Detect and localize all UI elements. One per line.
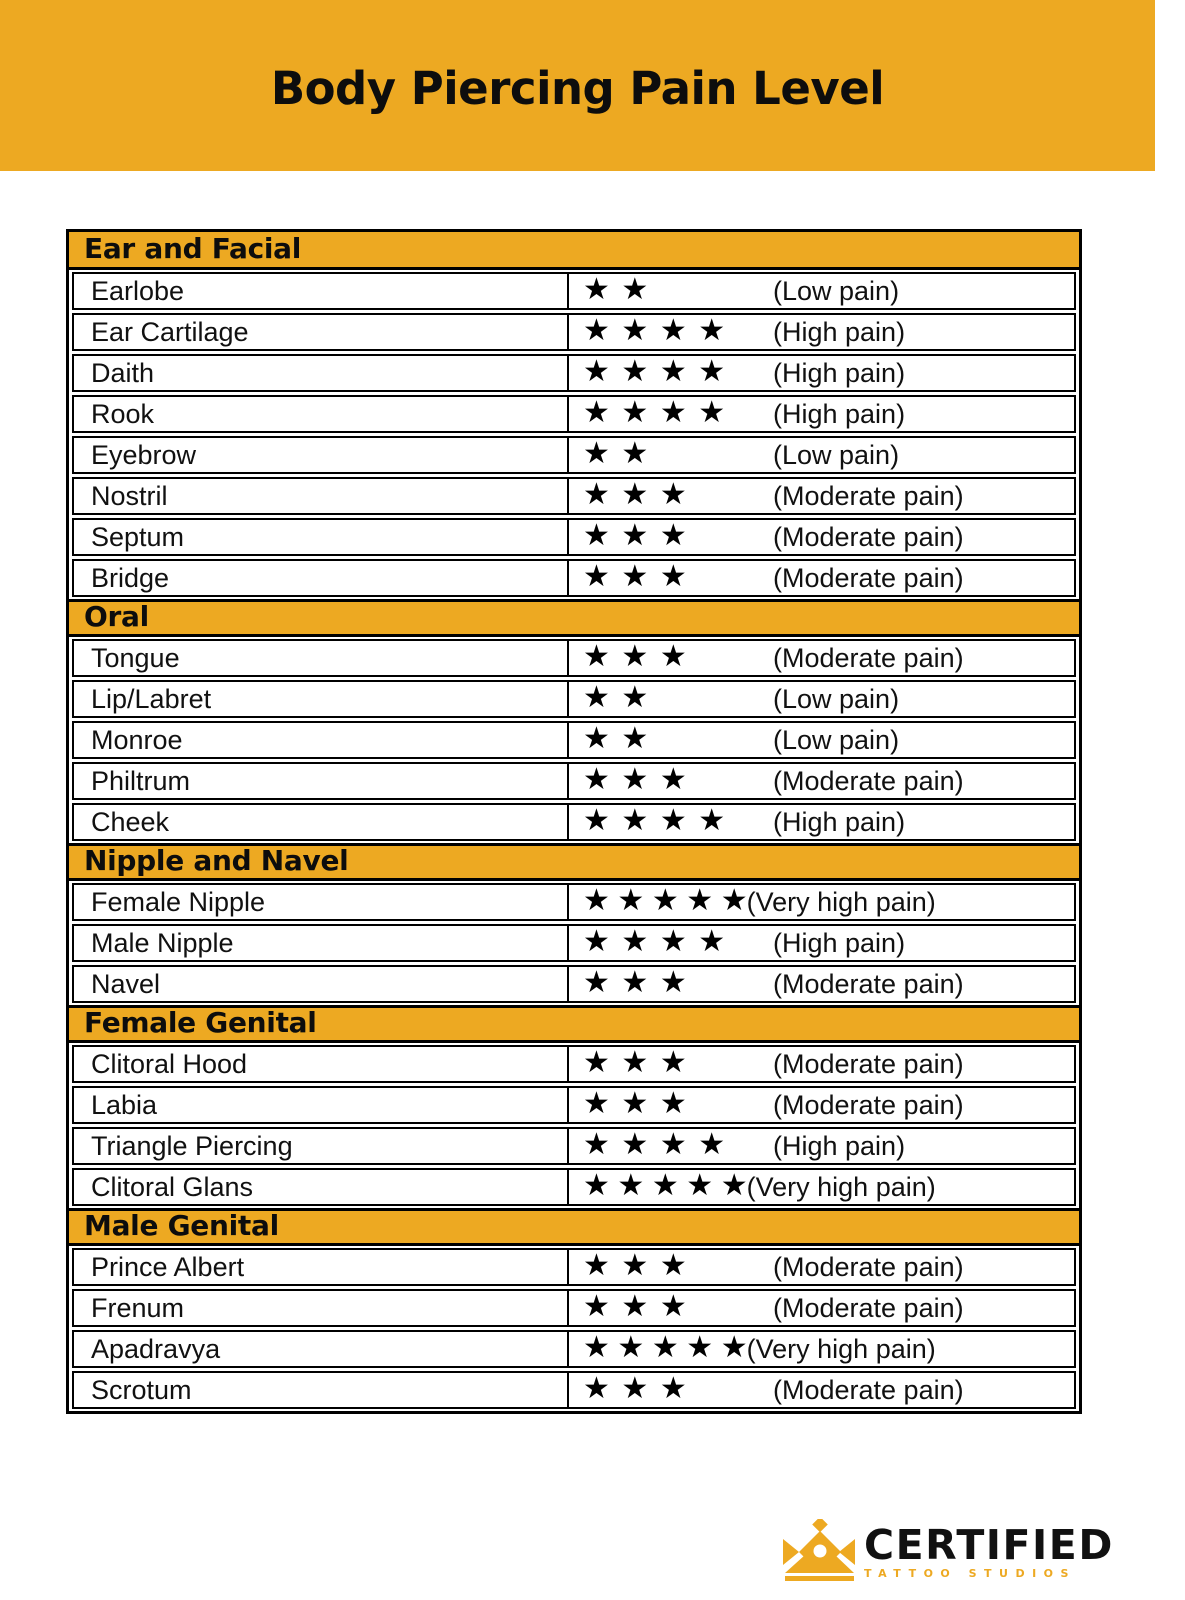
piercing-name-cell [72,721,569,759]
pain-level-label: (Moderate pain) [773,1292,964,1323]
piercing-name-cell [72,762,569,800]
star-rating-icon: ★ ★ ★ ★ [583,1127,727,1162]
pain-level-label: (Moderate pain) [773,1089,964,1120]
table-row [69,270,1079,312]
section-header-label: Oral [84,600,149,633]
pain-level-label: (High pain) [773,806,906,837]
piercing-name-cell [72,477,569,515]
piercing-name-label: Lip/Labret [91,683,212,714]
piercing-name-cell [72,1045,569,1083]
piercing-name-cell [72,1127,569,1165]
table-row [69,557,1079,599]
pain-rating-cell [569,1248,1076,1286]
piercing-name-cell [72,883,569,921]
pain-rating-cell [569,395,1076,433]
star-rating-icon: ★ ★ [583,436,650,471]
table-row [69,1125,1079,1167]
table-row [69,678,1079,720]
table-row [69,881,1079,923]
pain-level-label: (Moderate pain) [773,480,964,511]
pain-level-label: (High pain) [773,316,906,347]
piercing-name-label: Male Nipple [91,927,234,958]
piercing-name-cell [72,518,569,556]
pain-rating-cell [569,965,1076,1003]
piercing-name-cell [72,803,569,841]
piercing-name-cell [72,1371,569,1409]
piercing-name-cell [72,680,569,718]
piercing-name-label: Clitoral Hood [91,1048,248,1079]
pain-level-label: (High pain) [773,357,906,388]
piercing-name-cell [72,1289,569,1327]
pain-rating-cell [569,883,1076,921]
piercing-name-cell [72,1330,569,1368]
pain-level-label: (Very high pain) [746,886,936,917]
logo-wordmark: CERTIFIED [864,1520,1114,1569]
table-row [69,434,1079,476]
header-banner [0,0,1155,171]
piercing-name-label: Navel [91,968,161,999]
table-row [69,1246,1079,1288]
star-rating-icon: ★ ★ ★ [583,965,688,1000]
pain-level-label: (Moderate pain) [773,1251,964,1282]
piercing-name-cell [72,272,569,310]
brand-logo [783,1519,1114,1581]
star-rating-icon: ★ ★ ★ [583,1289,688,1324]
pain-level-label: (High pain) [773,398,906,429]
section-header [69,1005,1079,1043]
section-header [69,1208,1079,1246]
star-rating-icon: ★ ★ ★ ★ ★ [583,1168,747,1203]
piercing-name-label: Cheek [91,806,170,837]
pain-rating-cell [569,762,1076,800]
table-row [69,475,1079,517]
star-rating-icon: ★ ★ ★ [583,477,688,512]
pain-level-label: (Low pain) [773,275,900,306]
crown-logo-icon [783,1519,855,1581]
table-row [69,637,1079,679]
piercing-name-cell [72,1248,569,1286]
piercing-name-cell [72,1168,569,1206]
pain-level-label: (Low pain) [773,439,900,470]
pain-level-table [66,229,1082,1414]
pain-rating-cell [569,354,1076,392]
pain-rating-cell [569,639,1076,677]
table-row [69,760,1079,802]
star-rating-icon: ★ ★ ★ ★ [583,924,727,959]
pain-rating-cell [569,1371,1076,1409]
pain-rating-cell [569,559,1076,597]
star-rating-icon: ★ ★ ★ [583,518,688,553]
star-rating-icon: ★ ★ ★ [583,1045,688,1080]
piercing-name-label: Philtrum [91,765,191,796]
piercing-name-cell [72,965,569,1003]
piercing-name-label: Prince Albert [91,1251,245,1282]
table-row [69,1084,1079,1126]
logo-tagline: TATTOO STUDIOS [864,1566,1076,1580]
piercing-name-cell [72,639,569,677]
pain-level-label: (Very high pain) [746,1171,936,1202]
pain-rating-cell [569,436,1076,474]
piercing-name-cell [72,924,569,962]
pain-rating-cell [569,803,1076,841]
table-row [69,516,1079,558]
star-rating-icon: ★ ★ ★ [583,559,688,594]
piercing-name-label: Bridge [91,562,170,593]
piercing-name-label: Tongue [91,642,180,673]
pain-level-label: (Moderate pain) [773,562,964,593]
star-rating-icon: ★ ★ ★ ★ ★ [583,1330,747,1365]
star-rating-icon: ★ ★ ★ [583,1086,688,1121]
pain-rating-cell [569,477,1076,515]
piercing-name-label: Septum [91,521,185,552]
pain-level-label: (Moderate pain) [773,1374,964,1405]
pain-level-label: (Low pain) [773,683,900,714]
piercing-name-label: Earlobe [91,275,185,306]
piercing-name-label: Labia [91,1089,158,1120]
star-rating-icon: ★ ★ [583,272,650,307]
section-header [69,843,1079,881]
piercing-name-cell [72,559,569,597]
table-row [69,352,1079,394]
piercing-name-label: Ear Cartilage [91,316,249,347]
page-title: Body Piercing Pain Level [270,62,885,115]
star-rating-icon: ★ ★ [583,721,650,756]
piercing-name-cell [72,395,569,433]
pain-rating-cell [569,1330,1076,1368]
star-rating-icon: ★ ★ ★ ★ [583,803,727,838]
pain-rating-cell [569,924,1076,962]
star-rating-icon: ★ ★ ★ ★ [583,354,727,389]
piercing-name-label: Monroe [91,724,183,755]
pain-level-label: (Moderate pain) [773,642,964,673]
piercing-name-cell [72,354,569,392]
section-header-label: Male Genital [84,1209,279,1242]
star-rating-icon: ★ ★ ★ [583,1371,688,1406]
table-row [69,1369,1079,1411]
piercing-name-label: Apadravya [91,1333,221,1364]
pain-level-label: (High pain) [773,927,906,958]
piercing-name-label: Triangle Piercing [91,1130,293,1161]
section-header-label: Ear and Facial [84,231,302,265]
table-row [69,311,1079,353]
pain-rating-cell [569,1086,1076,1124]
section-header [69,232,1079,270]
piercing-name-label: Female Nipple [91,886,266,917]
star-rating-icon: ★ ★ ★ [583,639,688,674]
pain-rating-cell [569,1127,1076,1165]
pain-rating-cell [569,1289,1076,1327]
section-header [69,599,1079,637]
piercing-name-cell [72,313,569,351]
pain-level-label: (Moderate pain) [773,968,964,999]
table-row [69,1287,1079,1329]
star-rating-icon: ★ ★ ★ ★ [583,313,727,348]
pain-rating-cell [569,680,1076,718]
section-header-label: Female Genital [84,1006,317,1039]
piercing-name-label: Nostril [91,480,168,511]
table-row [69,963,1079,1005]
pain-rating-cell [569,1045,1076,1083]
star-rating-icon: ★ ★ ★ ★ ★ [583,883,747,918]
table-row [69,393,1079,435]
piercing-name-label: Frenum [91,1292,185,1323]
pain-rating-cell [569,1168,1076,1206]
table-row [69,1328,1079,1370]
piercing-name-label: Scrotum [91,1374,192,1405]
pain-rating-cell [569,272,1076,310]
table-row [69,719,1079,761]
table-row [69,922,1079,964]
piercing-name-cell [72,1086,569,1124]
pain-level-label: (High pain) [773,1130,906,1161]
section-header-label: Nipple and Navel [84,844,349,877]
pain-rating-cell [569,518,1076,556]
pain-level-label: (Moderate pain) [773,1048,964,1079]
piercing-name-cell [72,436,569,474]
pain-level-label: (Low pain) [773,724,900,755]
piercing-name-label: Clitoral Glans [91,1171,254,1202]
table-row [69,801,1079,843]
star-rating-icon: ★ ★ ★ [583,1248,688,1283]
pain-level-label: (Very high pain) [746,1333,936,1364]
pain-level-label: (Moderate pain) [773,765,964,796]
pain-rating-cell [569,721,1076,759]
table-row [69,1166,1079,1208]
star-rating-icon: ★ ★ [583,680,650,715]
piercing-name-label: Rook [91,398,155,429]
table-row [69,1043,1079,1085]
star-rating-icon: ★ ★ ★ [583,762,688,797]
piercing-name-label: Daith [91,357,155,388]
pain-level-label: (Moderate pain) [773,521,964,552]
pain-rating-cell [569,313,1076,351]
piercing-name-label: Eyebrow [91,439,197,470]
star-rating-icon: ★ ★ ★ ★ [583,395,727,430]
